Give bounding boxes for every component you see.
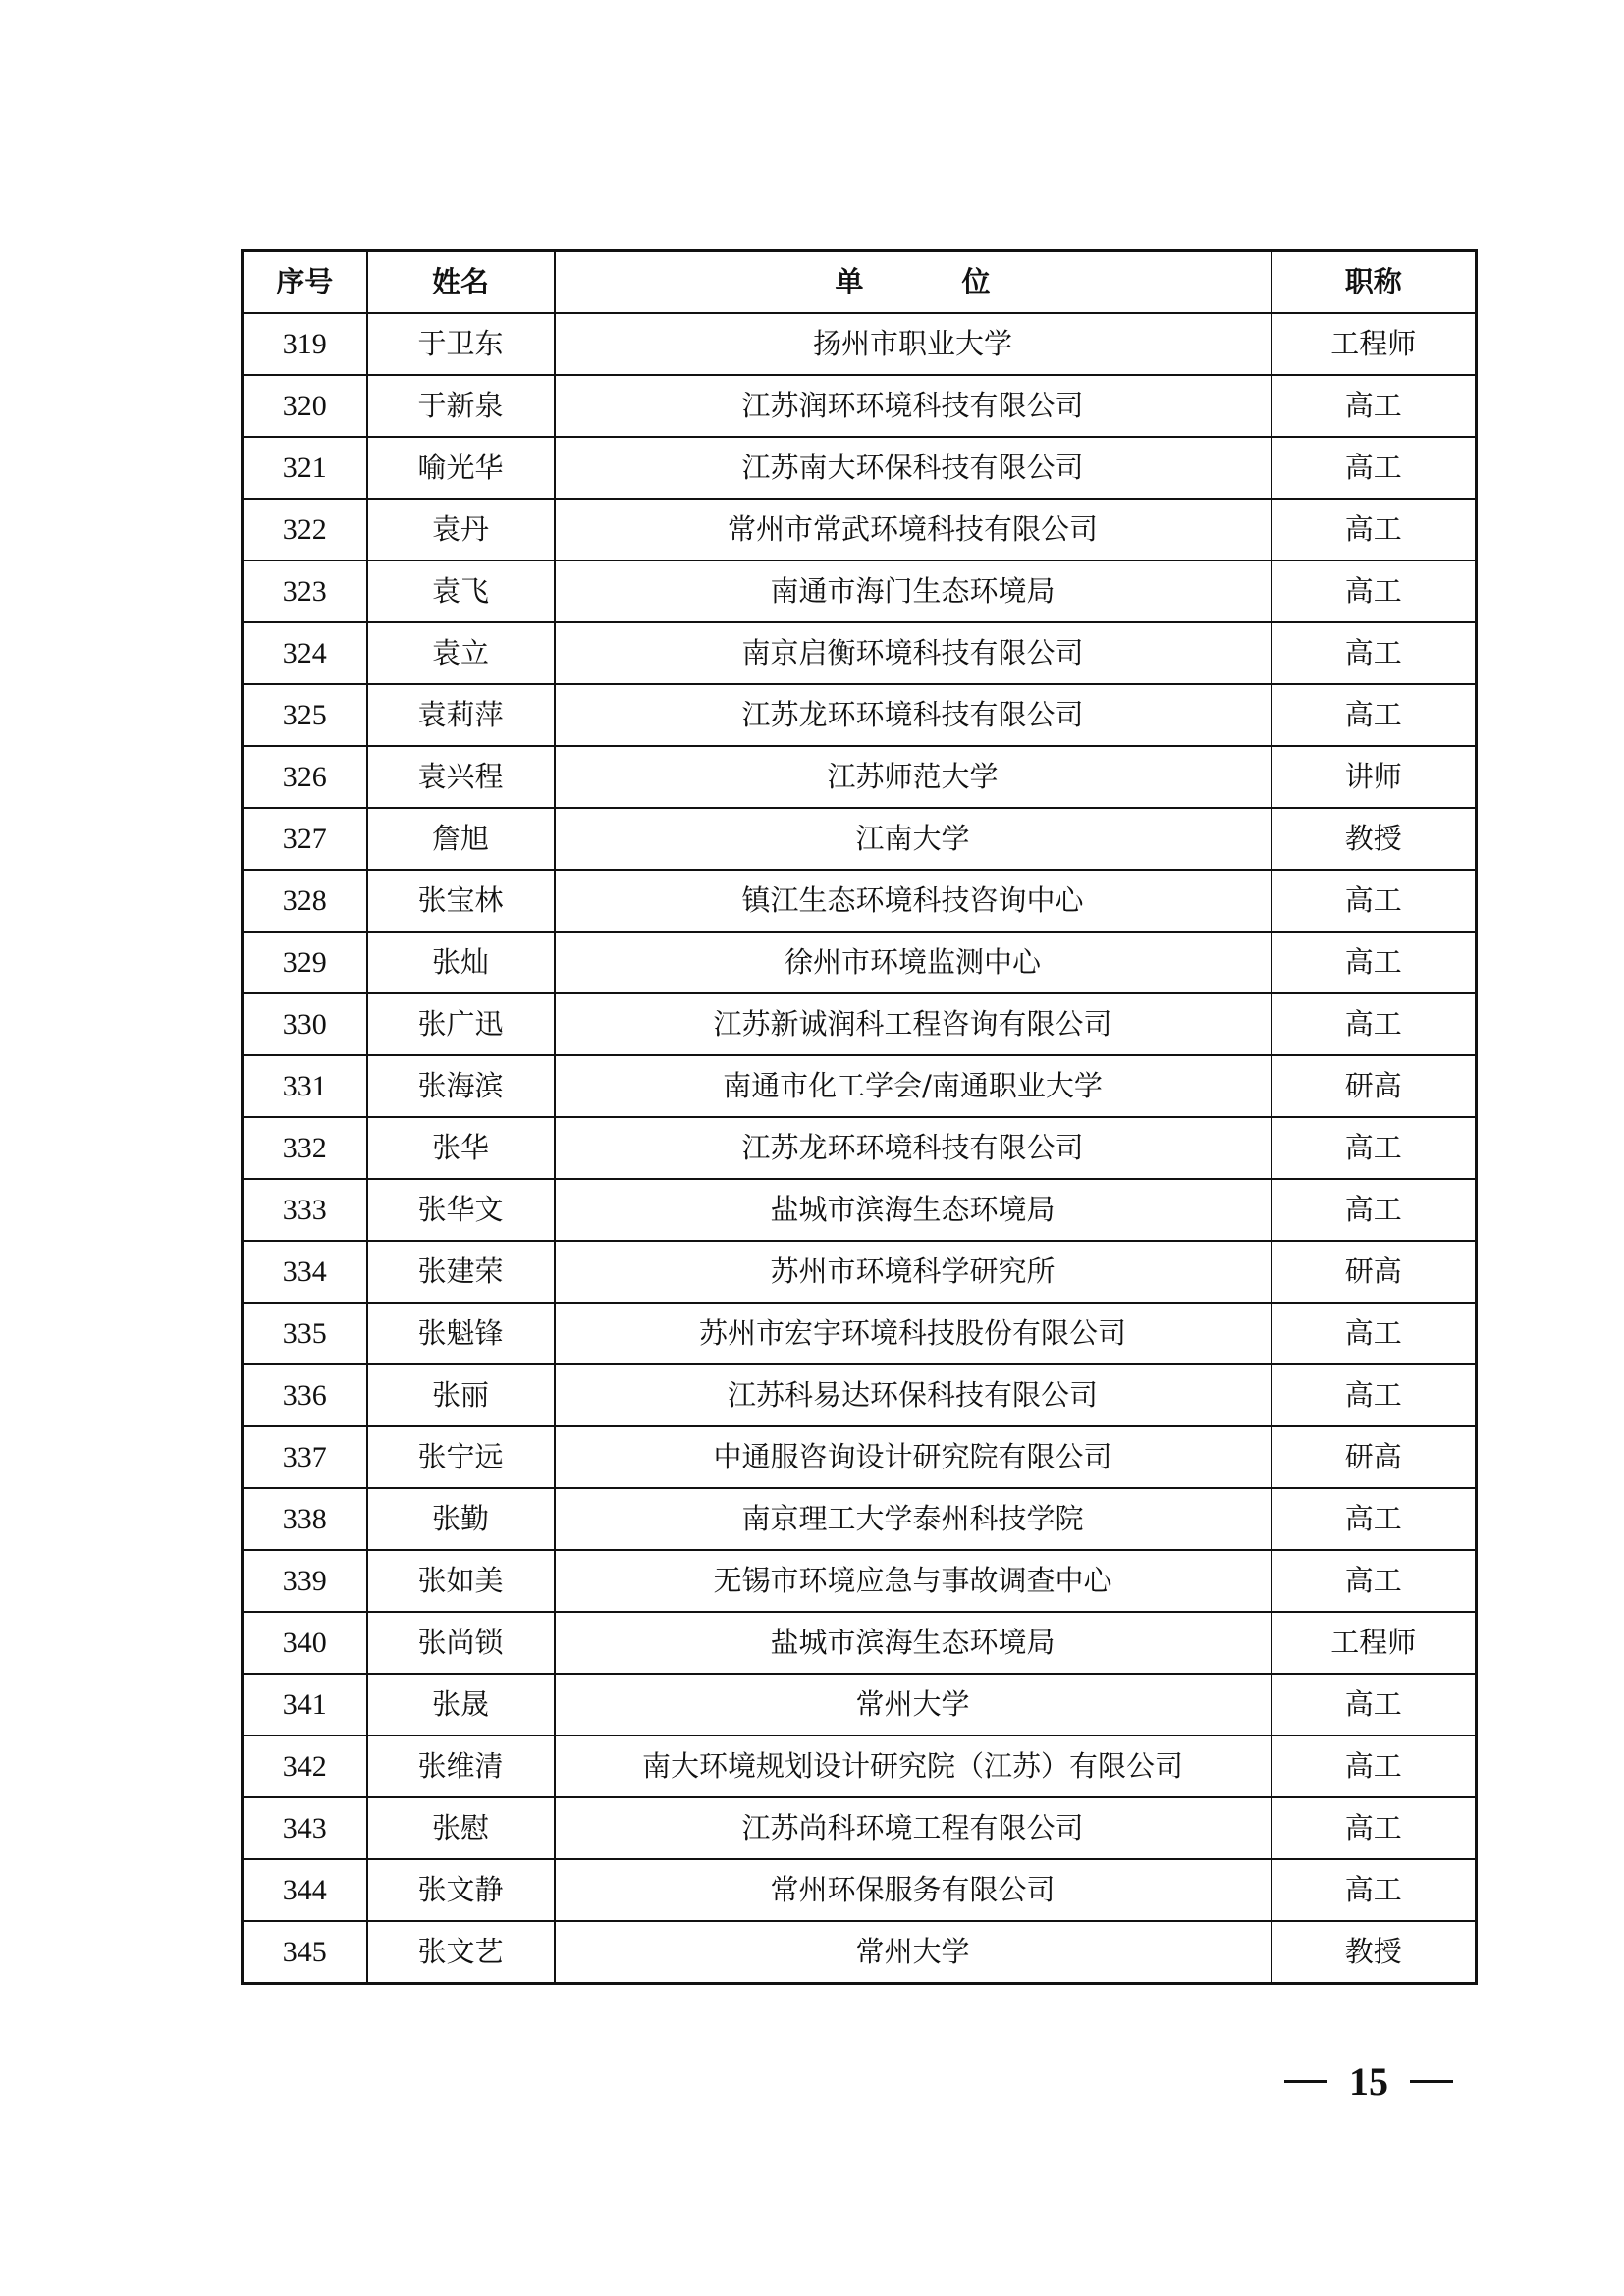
cell-serial-number: 344 xyxy=(243,1859,367,1921)
cell-name: 张宝林 xyxy=(367,870,555,932)
table-row xyxy=(243,1859,1477,1921)
cell-unit: 无锡市环境应急与事故调查中心 xyxy=(555,1550,1272,1612)
table-row xyxy=(243,1426,1477,1488)
cell-name: 张慰 xyxy=(367,1797,555,1859)
cell-unit: 苏州市环境科学研究所 xyxy=(555,1241,1272,1303)
table-row xyxy=(243,622,1477,684)
table-row xyxy=(243,313,1477,375)
cell-name: 袁丹 xyxy=(367,499,555,561)
cell-serial-number: 333 xyxy=(243,1179,367,1241)
left-dash xyxy=(1284,2080,1327,2083)
cell-unit: 江苏新诚润科工程咨询有限公司 xyxy=(555,993,1272,1055)
table-row xyxy=(243,1117,1477,1179)
cell-name: 张海滨 xyxy=(367,1055,555,1117)
cell-unit: 南通市化工学会/南通职业大学 xyxy=(555,1055,1272,1117)
cell-serial-number: 342 xyxy=(243,1735,367,1797)
table-row xyxy=(243,1797,1477,1859)
cell-title: 工程师 xyxy=(1272,1612,1477,1674)
table-row xyxy=(243,870,1477,932)
cell-title: 高工 xyxy=(1272,1303,1477,1364)
table-row xyxy=(243,1179,1477,1241)
cell-serial-number: 324 xyxy=(243,622,367,684)
table-row xyxy=(243,437,1477,499)
cell-unit: 江南大学 xyxy=(555,808,1272,870)
table-row xyxy=(243,1241,1477,1303)
cell-serial-number: 337 xyxy=(243,1426,367,1488)
cell-unit: 江苏南大环保科技有限公司 xyxy=(555,437,1272,499)
cell-serial-number: 319 xyxy=(243,313,367,375)
cell-name: 张文静 xyxy=(367,1859,555,1921)
cell-unit: 江苏尚科环境工程有限公司 xyxy=(555,1797,1272,1859)
cell-title: 高工 xyxy=(1272,1859,1477,1921)
cell-title: 高工 xyxy=(1272,375,1477,437)
cell-name: 于新泉 xyxy=(367,375,555,437)
cell-name: 张华文 xyxy=(367,1179,555,1241)
cell-title: 高工 xyxy=(1272,499,1477,561)
table-row xyxy=(243,1735,1477,1797)
cell-unit: 中通服咨询设计研究院有限公司 xyxy=(555,1426,1272,1488)
cell-name: 张丽 xyxy=(367,1364,555,1426)
cell-title: 研高 xyxy=(1272,1241,1477,1303)
cell-unit: 江苏润环环境科技有限公司 xyxy=(555,375,1272,437)
cell-name: 张华 xyxy=(367,1117,555,1179)
table-row xyxy=(243,1612,1477,1674)
cell-name: 袁莉萍 xyxy=(367,684,555,746)
table-row xyxy=(243,1364,1477,1426)
cell-serial-number: 332 xyxy=(243,1117,367,1179)
cell-name: 詹旭 xyxy=(367,808,555,870)
cell-title: 高工 xyxy=(1272,437,1477,499)
table-row xyxy=(243,1674,1477,1735)
cell-name: 张尚锁 xyxy=(367,1612,555,1674)
table-header-row xyxy=(243,251,1477,314)
cell-name: 袁飞 xyxy=(367,561,555,622)
page-number-footer xyxy=(1284,2057,1453,2105)
cell-unit: 江苏龙环环境科技有限公司 xyxy=(555,684,1272,746)
table-row xyxy=(243,375,1477,437)
cell-unit: 江苏师范大学 xyxy=(555,746,1272,808)
cell-name: 张晟 xyxy=(367,1674,555,1735)
cell-serial-number: 330 xyxy=(243,993,367,1055)
cell-title: 教授 xyxy=(1272,1921,1477,1984)
header-serial-number: 序号 xyxy=(243,251,367,314)
cell-name: 张建荣 xyxy=(367,1241,555,1303)
cell-title: 高工 xyxy=(1272,1117,1477,1179)
cell-unit: 常州大学 xyxy=(555,1921,1272,1984)
cell-title: 高工 xyxy=(1272,622,1477,684)
header-name: 姓名 xyxy=(367,251,555,314)
table-row xyxy=(243,684,1477,746)
cell-unit: 南京理工大学泰州科技学院 xyxy=(555,1488,1272,1550)
cell-name: 张灿 xyxy=(367,932,555,993)
cell-name: 喻光华 xyxy=(367,437,555,499)
cell-serial-number: 323 xyxy=(243,561,367,622)
cell-title: 高工 xyxy=(1272,1797,1477,1859)
cell-name: 张勤 xyxy=(367,1488,555,1550)
cell-title: 工程师 xyxy=(1272,313,1477,375)
header-unit-part2: 位 xyxy=(961,265,991,298)
cell-serial-number: 336 xyxy=(243,1364,367,1426)
table-row xyxy=(243,1550,1477,1612)
expert-roster-table xyxy=(241,249,1478,1985)
table-row xyxy=(243,1488,1477,1550)
cell-serial-number: 329 xyxy=(243,932,367,993)
cell-title: 高工 xyxy=(1272,1364,1477,1426)
cell-serial-number: 321 xyxy=(243,437,367,499)
header-unit xyxy=(555,251,1272,314)
cell-title: 高工 xyxy=(1272,561,1477,622)
table-row xyxy=(243,808,1477,870)
cell-title: 高工 xyxy=(1272,684,1477,746)
table-row xyxy=(243,746,1477,808)
cell-serial-number: 338 xyxy=(243,1488,367,1550)
cell-title: 高工 xyxy=(1272,1550,1477,1612)
cell-title: 教授 xyxy=(1272,808,1477,870)
cell-unit: 江苏龙环环境科技有限公司 xyxy=(555,1117,1272,1179)
cell-serial-number: 327 xyxy=(243,808,367,870)
cell-serial-number: 326 xyxy=(243,746,367,808)
cell-serial-number: 340 xyxy=(243,1612,367,1674)
cell-name: 张文艺 xyxy=(367,1921,555,1984)
cell-title: 研高 xyxy=(1272,1426,1477,1488)
cell-serial-number: 320 xyxy=(243,375,367,437)
cell-name: 张如美 xyxy=(367,1550,555,1612)
cell-unit: 镇江生态环境科技咨询中心 xyxy=(555,870,1272,932)
cell-serial-number: 328 xyxy=(243,870,367,932)
cell-serial-number: 343 xyxy=(243,1797,367,1859)
cell-unit: 南通市海门生态环境局 xyxy=(555,561,1272,622)
cell-serial-number: 322 xyxy=(243,499,367,561)
cell-serial-number: 334 xyxy=(243,1241,367,1303)
cell-name: 张魁锋 xyxy=(367,1303,555,1364)
table-row xyxy=(243,499,1477,561)
cell-serial-number: 341 xyxy=(243,1674,367,1735)
cell-title: 高工 xyxy=(1272,1735,1477,1797)
cell-name: 张广迅 xyxy=(367,993,555,1055)
cell-unit: 南京启衡环境科技有限公司 xyxy=(555,622,1272,684)
cell-unit: 常州环保服务有限公司 xyxy=(555,1859,1272,1921)
cell-serial-number: 331 xyxy=(243,1055,367,1117)
cell-title: 研高 xyxy=(1272,1055,1477,1117)
cell-unit: 常州大学 xyxy=(555,1674,1272,1735)
cell-unit: 常州市常武环境科技有限公司 xyxy=(555,499,1272,561)
cell-serial-number: 345 xyxy=(243,1921,367,1984)
cell-name: 袁兴程 xyxy=(367,746,555,808)
page-number: 15 xyxy=(1349,2058,1388,2104)
cell-name: 张维清 xyxy=(367,1735,555,1797)
cell-serial-number: 335 xyxy=(243,1303,367,1364)
header-unit-part1: 单 xyxy=(835,265,864,298)
table-row xyxy=(243,1921,1477,1984)
cell-serial-number: 325 xyxy=(243,684,367,746)
table-body xyxy=(243,313,1477,1984)
cell-name: 袁立 xyxy=(367,622,555,684)
cell-unit: 盐城市滨海生态环境局 xyxy=(555,1612,1272,1674)
cell-title: 高工 xyxy=(1272,870,1477,932)
cell-name: 张宁远 xyxy=(367,1426,555,1488)
cell-title: 高工 xyxy=(1272,993,1477,1055)
cell-title: 讲师 xyxy=(1272,746,1477,808)
table-row xyxy=(243,561,1477,622)
cell-title: 高工 xyxy=(1272,1674,1477,1735)
cell-title: 高工 xyxy=(1272,1179,1477,1241)
cell-name: 于卫东 xyxy=(367,313,555,375)
header-title: 职称 xyxy=(1272,251,1477,314)
table-row xyxy=(243,932,1477,993)
cell-unit: 南大环境规划设计研究院（江苏）有限公司 xyxy=(555,1735,1272,1797)
cell-unit: 徐州市环境监测中心 xyxy=(555,932,1272,993)
cell-unit: 江苏科易达环保科技有限公司 xyxy=(555,1364,1272,1426)
table-row xyxy=(243,993,1477,1055)
cell-title: 高工 xyxy=(1272,932,1477,993)
cell-unit: 扬州市职业大学 xyxy=(555,313,1272,375)
table-row xyxy=(243,1055,1477,1117)
cell-unit: 苏州市宏宇环境科技股份有限公司 xyxy=(555,1303,1272,1364)
right-dash xyxy=(1410,2080,1453,2083)
table-row xyxy=(243,1303,1477,1364)
cell-unit: 盐城市滨海生态环境局 xyxy=(555,1179,1272,1241)
cell-serial-number: 339 xyxy=(243,1550,367,1612)
cell-title: 高工 xyxy=(1272,1488,1477,1550)
